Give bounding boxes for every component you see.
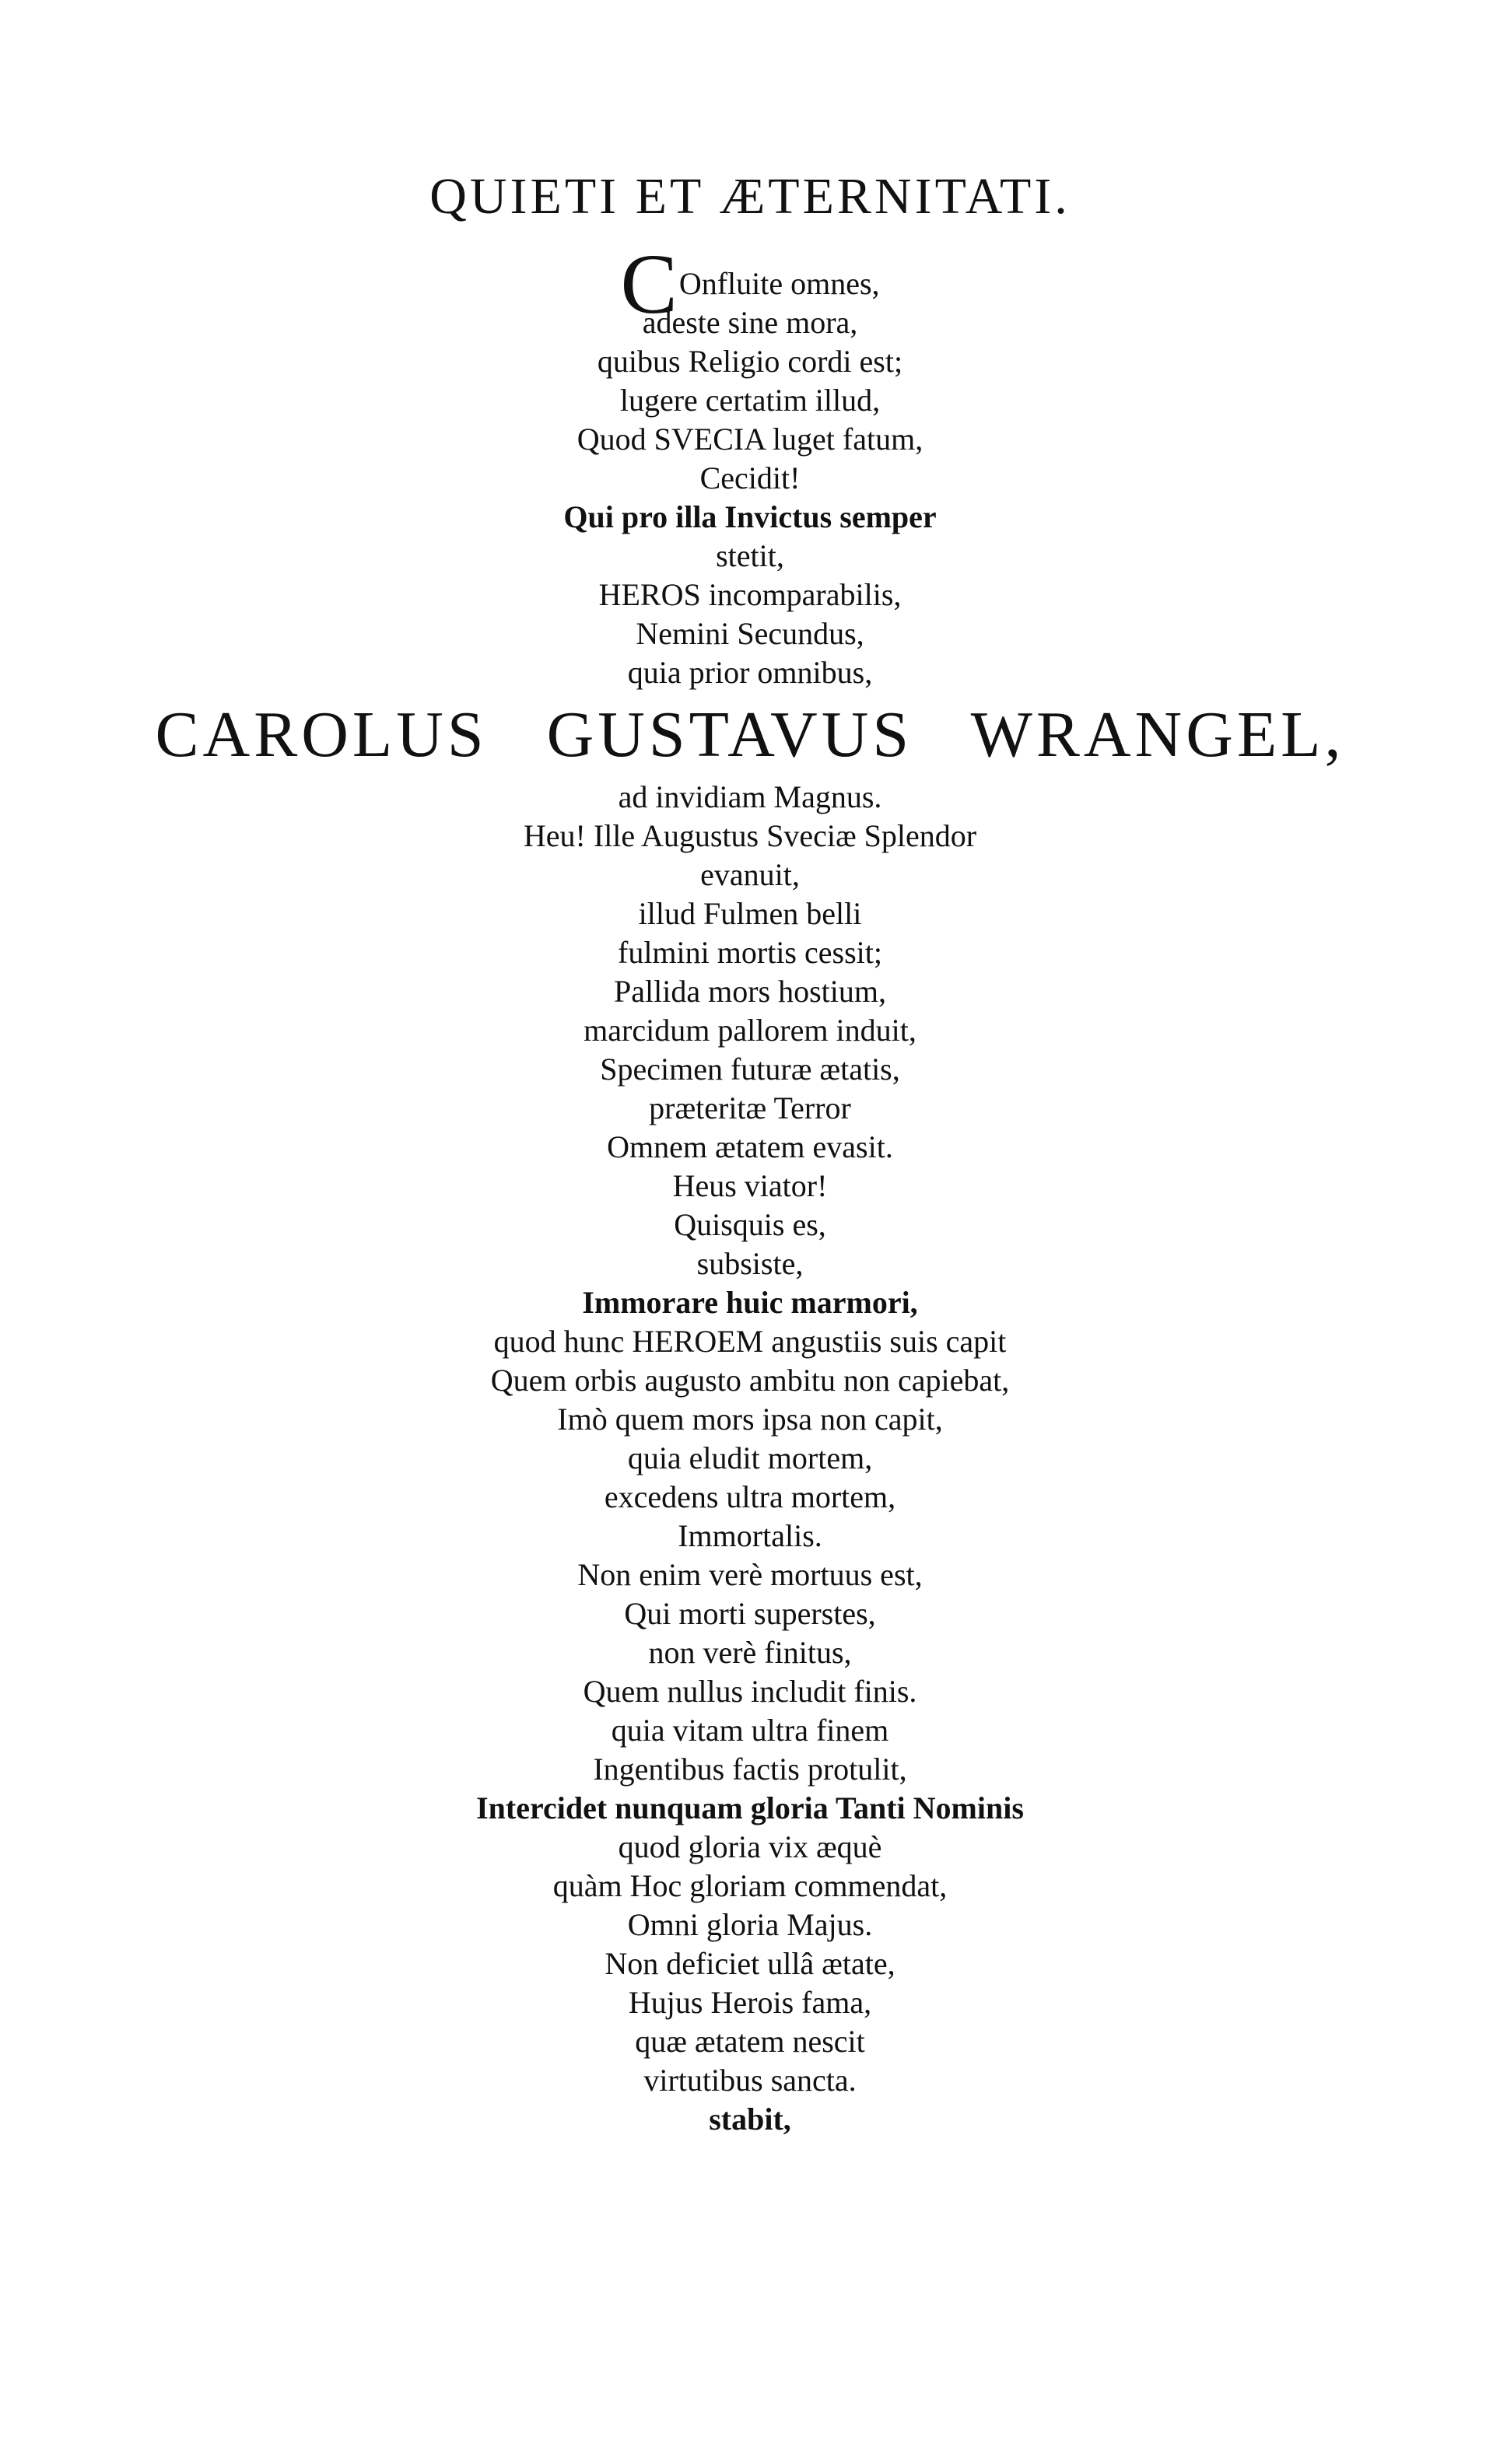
line-text: Quem nullus includit finis. [583, 1674, 917, 1709]
text-line [0, 1089, 1500, 1128]
line-text: ad invidiam Magnus. [618, 779, 882, 814]
line-text: Omni gloria Majus. [627, 1907, 873, 1942]
line-text: adeste sine mora, [642, 305, 858, 340]
line-text: Heus viator! [672, 1168, 828, 1203]
line-text: stetit, [716, 538, 784, 573]
line-text: Onfluite omnes, [678, 266, 880, 301]
text-line [0, 1517, 1500, 1556]
text-line [0, 1050, 1500, 1089]
text-line [0, 1011, 1500, 1050]
line-text: Quod SVECIA luget fatum, [577, 422, 923, 457]
text-line [0, 1283, 1500, 1322]
text-line [0, 1594, 1500, 1633]
text-line [0, 303, 1500, 342]
line-text: non verè finitus, [648, 1635, 852, 1670]
text-line [0, 1128, 1500, 1167]
line-text: Immortalis. [678, 1518, 822, 1553]
line-text: Quisquis es, [674, 1207, 826, 1242]
text-line [0, 1633, 1500, 1672]
line-text: Specimen futuræ ætatis, [600, 1052, 900, 1087]
line-text: Quem orbis augusto ambitu non capiebat, [490, 1363, 1010, 1398]
text-line [0, 342, 1500, 381]
text-line [0, 1828, 1500, 1867]
text-line [0, 1983, 1500, 2022]
line-text: quàm Hoc gloriam commendat, [552, 1868, 948, 1903]
line-text: Qui morti superstes, [624, 1596, 876, 1631]
text-line [0, 1750, 1500, 1789]
line-text: quod gloria vix æquè [618, 1829, 882, 1864]
text-line [0, 1206, 1500, 1244]
line-text: quæ ætatem nescit [635, 2024, 865, 2059]
line-text: Heu! Ille Augustus Sveciæ Splendor [523, 818, 977, 853]
text-line [0, 1944, 1500, 1983]
text-line [0, 1439, 1500, 1478]
line-text: Qui pro illa Invictus semper [563, 499, 937, 534]
text-line [0, 653, 1500, 692]
text-line [0, 1322, 1500, 1361]
text-line [0, 381, 1500, 420]
text-line [0, 2061, 1500, 2100]
line-text: Immorare huic marmori, [582, 1285, 918, 1320]
line-text: Non deficiet ullâ ætate, [605, 1946, 895, 1981]
line-text: lugere certatim illud, [619, 383, 881, 418]
text-line [0, 1361, 1500, 1400]
line-text: virtutibus sancta. [643, 2063, 857, 2098]
drop-cap: C [620, 236, 678, 331]
line-text: CAROLUS GUSTAVUS WRANGEL, [155, 698, 1345, 771]
honoree-name [0, 692, 1500, 778]
line-text: evanuit, [700, 857, 800, 892]
line-text: Omnem ætatem evasit. [607, 1129, 893, 1164]
line-text: illud Fulmen belli [638, 896, 862, 931]
line-text: quia prior omnibus, [627, 655, 873, 690]
text-line [0, 1167, 1500, 1206]
line-text: Intercidet nunquam gloria Tanti Nominis [476, 1790, 1024, 1825]
text-line [0, 420, 1500, 459]
text-line [0, 2022, 1500, 2061]
text-line [0, 778, 1500, 817]
text-line [0, 1867, 1500, 1906]
text-line [0, 1906, 1500, 1944]
line-text: Non enim verè mortuus est, [577, 1557, 923, 1592]
epitaph-text [0, 236, 1500, 2139]
line-text: stabit, [709, 2102, 791, 2137]
text-line [0, 1789, 1500, 1828]
text-line [0, 817, 1500, 856]
line-text: quia vitam ultra finem [611, 1713, 889, 1748]
line-text: HEROS incomparabilis, [598, 577, 902, 612]
text-line [0, 1672, 1500, 1711]
line-text: quibus Religio cordi est; [597, 344, 903, 379]
line-text: marcidum pallorem induit, [584, 1013, 916, 1048]
text-line [0, 537, 1500, 576]
line-text: fulmini mortis cessit; [618, 935, 882, 970]
line-text: Hujus Herois fama, [628, 1985, 872, 2020]
text-line [0, 498, 1500, 537]
text-line [0, 576, 1500, 614]
text-line [0, 1478, 1500, 1517]
line-text: præteritæ Terror [649, 1090, 851, 1125]
line-text: Imò quem mors ipsa non capit, [557, 1402, 943, 1437]
line-text: subsiste, [696, 1246, 804, 1281]
line-text: Pallida mors hostium, [614, 974, 886, 1009]
text-line [0, 1556, 1500, 1594]
text-line [0, 459, 1500, 498]
text-line [0, 614, 1500, 653]
text-line [0, 1711, 1500, 1750]
page-heading: QUIETI ET ÆTERNITATI. [429, 168, 1071, 225]
text-line [0, 972, 1500, 1011]
text-line [0, 1400, 1500, 1439]
text-line [0, 933, 1500, 972]
line-text: excedens ultra mortem, [604, 1479, 896, 1514]
line-text: Cecidit! [699, 460, 801, 495]
line-text: quod hunc HEROEM angustiis suis capit [493, 1324, 1007, 1359]
text-line [0, 2100, 1500, 2139]
text-line [0, 894, 1500, 933]
text-line [0, 1244, 1500, 1283]
text-line [0, 856, 1500, 894]
line-text: Nemini Secundus, [636, 616, 864, 651]
line-text: Ingentibus factis protulit, [593, 1752, 907, 1787]
line-text: quia eludit mortem, [627, 1440, 873, 1475]
